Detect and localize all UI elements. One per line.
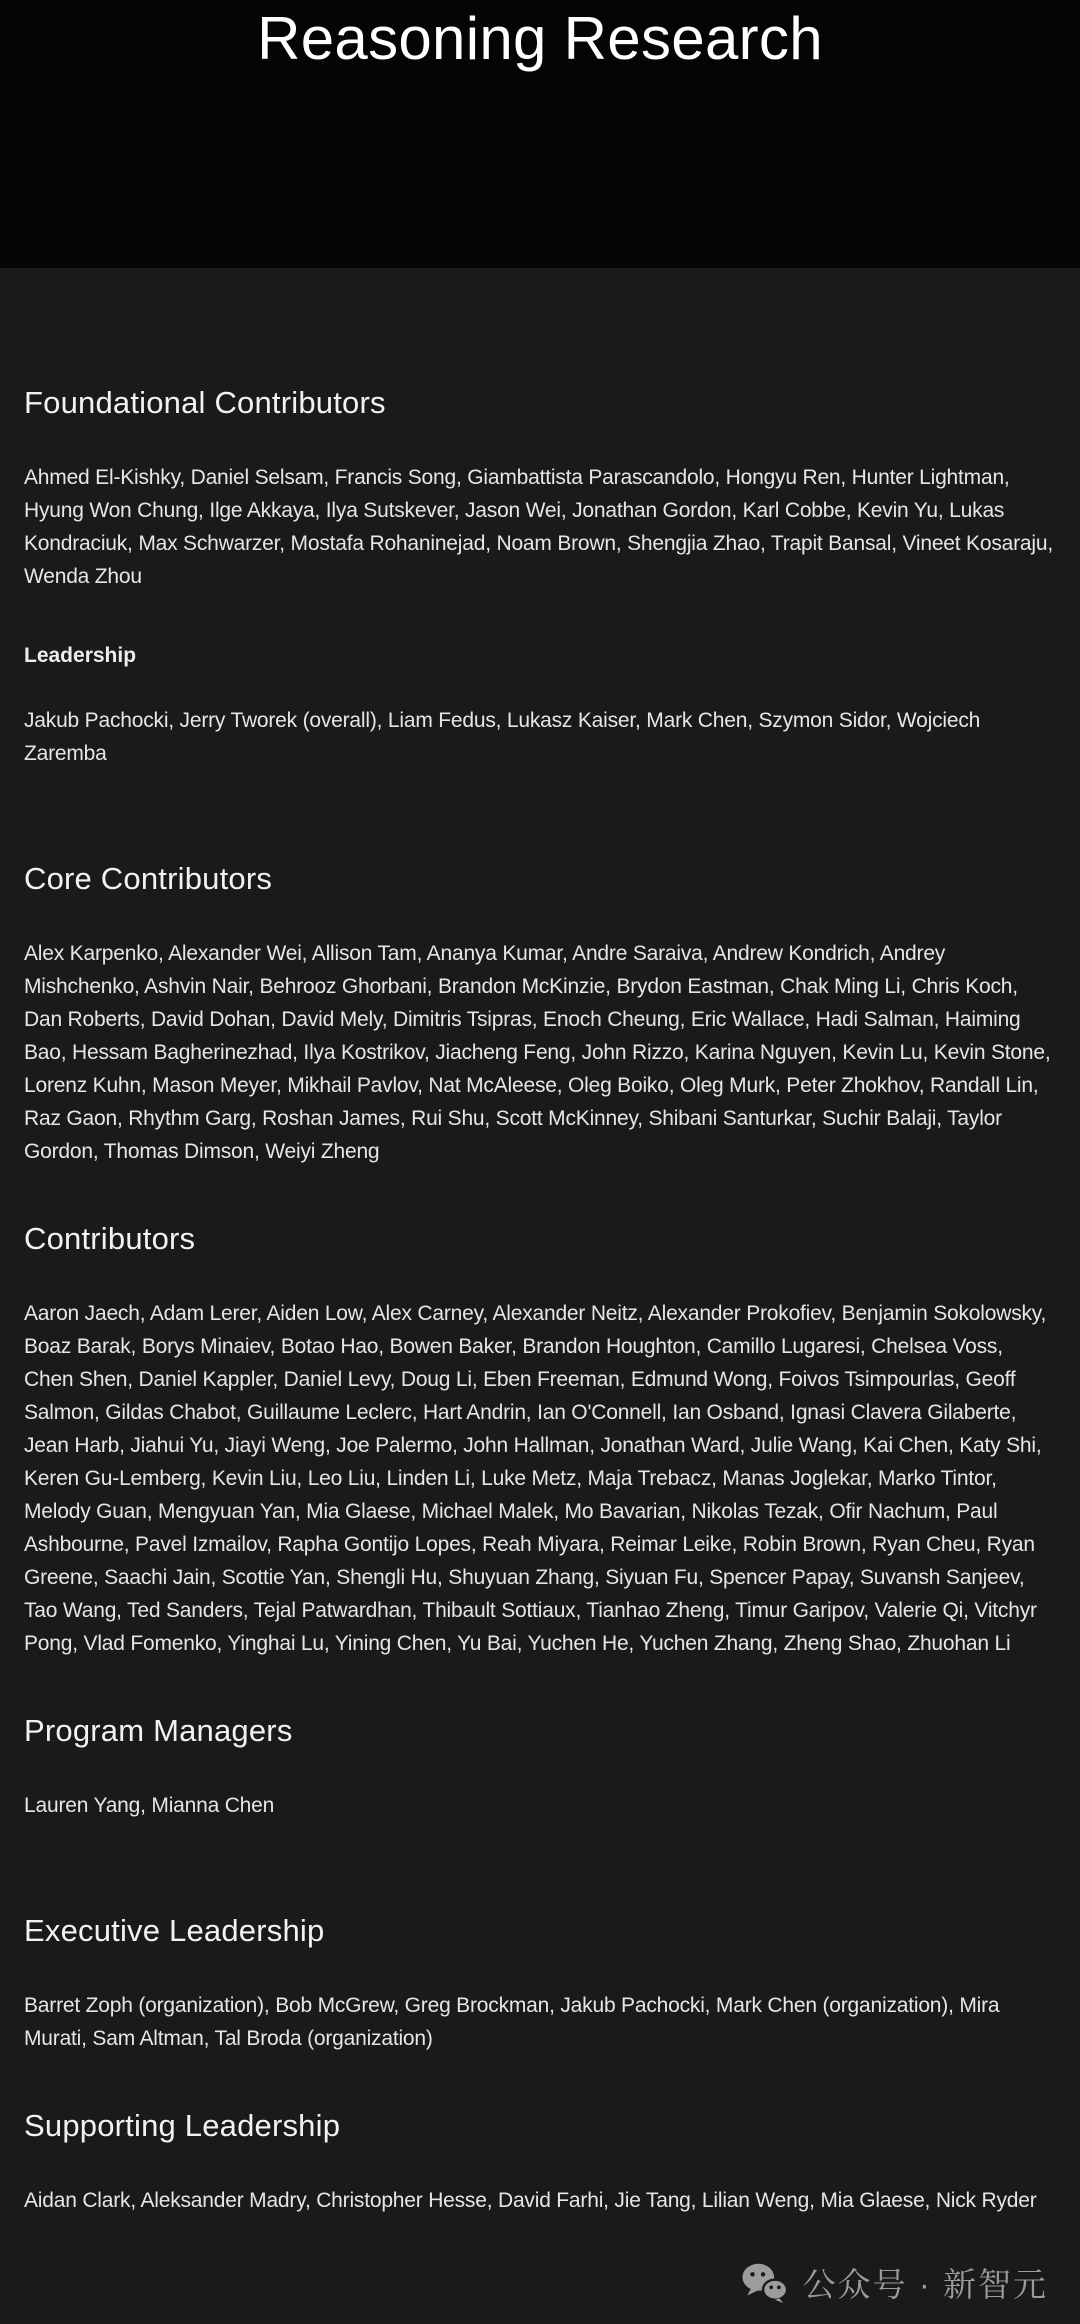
section-contributors <box>24 1216 1056 1660</box>
contributors-heading: Contributors <box>24 1221 196 1256</box>
watermark-label: 公众号 · 新智元 <box>802 2266 1048 2303</box>
title-banner <box>0 0 1080 268</box>
core-contributors-names: Alex Karpenko, Alexander Wei, Allison Tam, Ananya Kumar, Andre Saraiva, Andrew Kondrich, Andrey Mishchenko, Ashvin Nair, Behrooz Ghorbani, Brandon McKinzie, Brydon Eastman, Chak Ming Li, Chris Koch, Dan Roberts, David Dohan, David Mely, Dimitris Tsipras, Enoch Cheung, Eric Wallace, Hadi Salman, Haiming Bao, Hessam Bagherinezhad, Ilya Kostrikov, Jiacheng Feng, John Rizzo, Karina Nguyen, Kevin Lu, Kevin Stone, Lorenz Kuhn, Mason Meyer, Mikhail Pavlov, Nat McAleese, Oleg Boiko, Oleg Murk, Peter Zhokhov, Randall Lin, Raz Gaon, Rhythm Garg, Roshan James, Rui Shu, Scott McKinney, Shibani Santurkar, Suchir Balaji, Taylor Gordon, Thomas Dimson, Weiyi Zheng <box>24 942 1051 1163</box>
leadership-subheading: Leadership <box>24 644 137 667</box>
section-executive-leadership <box>24 1908 1056 2055</box>
credits-content <box>0 380 1080 2217</box>
watermark <box>741 2259 1048 2306</box>
page-title: Reasoning Research <box>257 5 823 72</box>
foundational-contributors-heading: Foundational Contributors <box>24 385 386 420</box>
supporting-leadership-names: Aidan Clark, Aleksander Madry, Christopher Hesse, David Farhi, Jie Tang, Lilian Weng, Mia Glaese, Nick Ryder <box>24 2189 1037 2212</box>
leadership-names: Jakub Pachocki, Jerry Tworek (overall), Liam Fedus, Lukasz Kaiser, Mark Chen, Szymon Sidor, Wojciech Zaremba <box>24 709 981 765</box>
section-supporting-leadership <box>24 2103 1056 2217</box>
core-contributors-heading: Core Contributors <box>24 861 273 896</box>
section-foundational-contributors <box>24 380 1056 770</box>
supporting-leadership-heading: Supporting Leadership <box>24 2108 341 2143</box>
executive-leadership-heading: Executive Leadership <box>24 1913 325 1948</box>
contributors-names: Aaron Jaech, Adam Lerer, Aiden Low, Alex Carney, Alexander Neitz, Alexander Prokofiev, Benjamin Sokolowsky, Boaz Barak, Borys Minaiev, Botao Hao, Bowen Baker, Brandon Houghton, Camillo Lugaresi, Chelsea Voss, Chen Shen, Daniel Kappler, Daniel Levy, Doug Li, Eben Freeman, Edmund Wong, Foivos Tsimpourlas, Geoff Salmon, Gildas Chabot, Guillaume Leclerc, Hart Andrin, Ian O'Connell, Ian Osband, Ignasi Clavera Gilaberte, Jean Harb, Jiahui Yu, Jiayi Weng, Joe Palermo, John Hallman, Jonathan Ward, Julie Wang, Kai Chen, Katy Shi, Keren Gu-Lemberg, Kevin Liu, Leo Liu, Linden Li, Luke Metz, Maja Trebacz, Manas Joglekar, Marko Tintor, Melody Guan, Mengyuan Yan, Mia Glaese, Michael Malek, Mo Bavarian, Nikolas Tezak, Ofir Nachum, Paul Ashbourne, Pavel Izmailov, Rapha Gontijo Lopes, Reah Miyara, Reimar Leike, Robin Brown, Ryan Cheu, Ryan Greene, Saachi Jain, Scottie Yan, Shengli Hu, Shuyuan Zhang, Siyuan Fu, Spencer Papay, Suvansh Sanjeev, Tao Wang, Ted Sanders, Tejal Patwardhan, Thibault Sottiaux, Tianhao Zheng, Timur Garipov, Valerie Qi, Vitchyr Pong, Vlad Fomenko, Yinghai Lu, Yining Chen, Yu Bai, Yuchen He, Yuchen Zhang, Zheng Shao, Zhuohan Li <box>24 1302 1047 1655</box>
program-managers-names: Lauren Yang, Mianna Chen <box>24 1794 275 1817</box>
program-managers-heading: Program Managers <box>24 1713 293 1748</box>
foundational-contributors-names: Ahmed El-Kishky, Daniel Selsam, Francis Song, Giambattista Parascandolo, Hongyu Ren, Hunter Lightman, Hyung Won Chung, Ilge Akkaya, Ilya Sutskever, Jason Wei, Jonathan Gordon, Karl Cobbe, Kevin Yu, Lukas Kondraciuk, Max Schwarzer, Mostafa Rohaninejad, Noam Brown, Shengjia Zhao, Trapit Bansal, Vineet Kosaraju, Wenda Zhou <box>24 466 1053 588</box>
section-program-managers <box>24 1708 1056 1822</box>
section-core-contributors <box>24 856 1056 1168</box>
executive-leadership-names: Barret Zoph (organization), Bob McGrew, Greg Brockman, Jakub Pachocki, Mark Chen (organization), Mira Murati, Sam Altman, Tal Broda (organization) <box>24 1994 1000 2050</box>
wechat-icon <box>741 2262 789 2304</box>
